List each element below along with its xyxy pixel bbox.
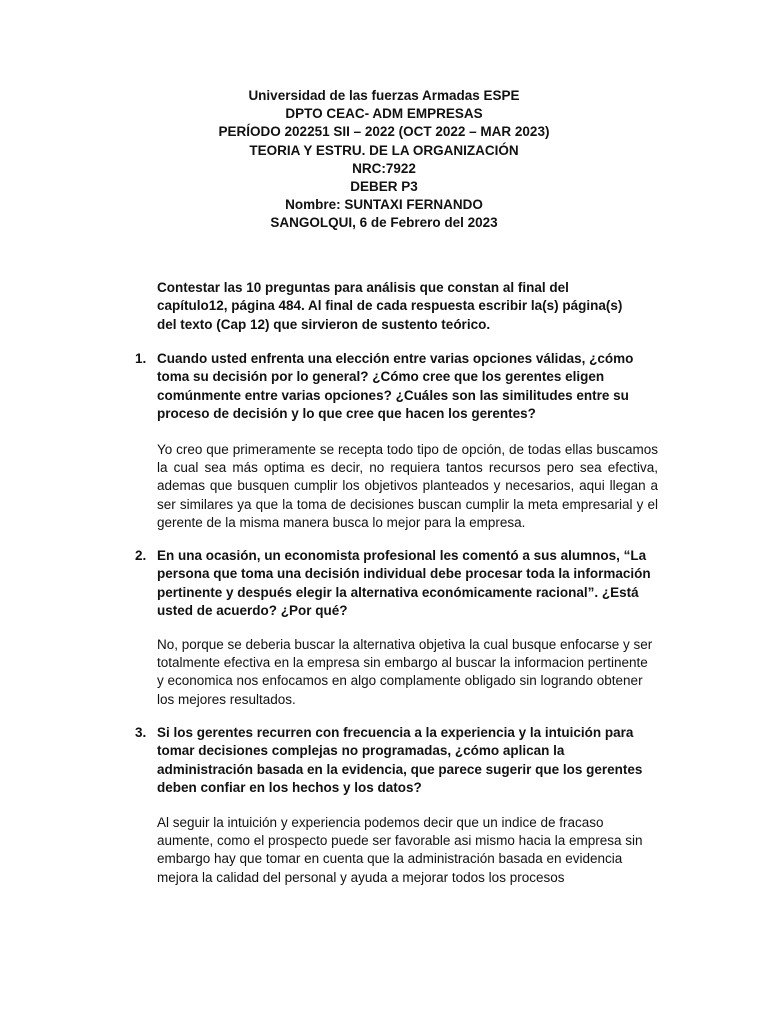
university-name: Universidad de las fuerzas Armadas ESPE: [248, 88, 520, 103]
answer-text: Al seguir la intuición y experiencia podemos decir que un indice de fracaso aumente, como el prospecto puede ser favorable asi mismo hacia la empresa sin embargo hay que tomar en cuenta que la administración basada en evidencia mejora la calidad del personal y ayuda a mejorar todos los procesos: [157, 815, 643, 885]
question-text: Cuando usted enfrenta una elección entre varias opciones válidas, ¿cómo toma su decisión por lo general? ¿Cómo cree que los gerentes eligen comúnmente entre varias opciones? ¿Cuáles son las similitudes entre su proceso de decisión y lo que cree que hacen los gerentes?: [157, 351, 634, 421]
question-text: Si los gerentes recurren con frecuencia a la experiencia y la intuición para tomar decisiones complejas no programadas, ¿cómo aplican la administración basada en la evidencia, que parece sugerir que los gerentes deben confiar en los hechos y los datos?: [157, 725, 643, 795]
answer-text: Yo creo que primeramente se recepta todo tipo de opción, de todas ellas buscamos la cual sea más optima es decir, no requiera tantos recursos pero sea efectiva, ademas que busquen cumplir los objetivos planteados y necesarios, aqui llegan a ser similares ya que la toma de decisiones buscan cumplir la meta empresarial y el gerente de la misma manera busca lo mejor para la empresa.: [157, 442, 658, 530]
question-number: 2.: [135, 548, 147, 563]
instructions: Contestar las 10 preguntas para análisis que constan al final del capítulo12, página 484. Al final de cada respuesta escribir la(s) página(s) del texto (Cap 12) que sirvieron de sustento teórico.: [157, 280, 623, 332]
nrc: NRC:7922: [352, 160, 416, 176]
student-name: Nombre: SUNTAXI FERNANDO: [285, 197, 483, 213]
place-date: SANGOLQUI, 6 de Febrero del 2023: [270, 215, 498, 231]
department: DPTO CEAC- ADM EMPRESAS: [285, 106, 483, 122]
question-text: En una ocasión, un economista profesional les comentó a sus alumnos, “La persona que toma una decisión individual debe procesar toda la información pertinente y después elegir la alternativa económicamente racional”. ¿Está usted de acuerdo? ¿Por qué?: [157, 548, 651, 618]
assignment-title: DEBER P3: [350, 179, 418, 195]
answer-text: No, porque se deberia buscar la alternativa objetiva la cual busque enfocarse y ser totalmente efectiva en la empresa sin embargo al buscar la informacion pertinente y economica nos enfocamos en algo complamente obligado sin logrando obtener los mejores resultados.: [157, 637, 653, 707]
period: PERÍODO 202251 SII – 2022 (OCT 2022 – MAR 2023): [218, 124, 550, 140]
question-number: 1.: [135, 351, 147, 366]
course-name: TEORIA Y ESTRU. DE LA ORGANIZACIÓN: [249, 142, 519, 158]
document-header: [0, 87, 768, 233]
question-number: 3.: [135, 725, 147, 740]
